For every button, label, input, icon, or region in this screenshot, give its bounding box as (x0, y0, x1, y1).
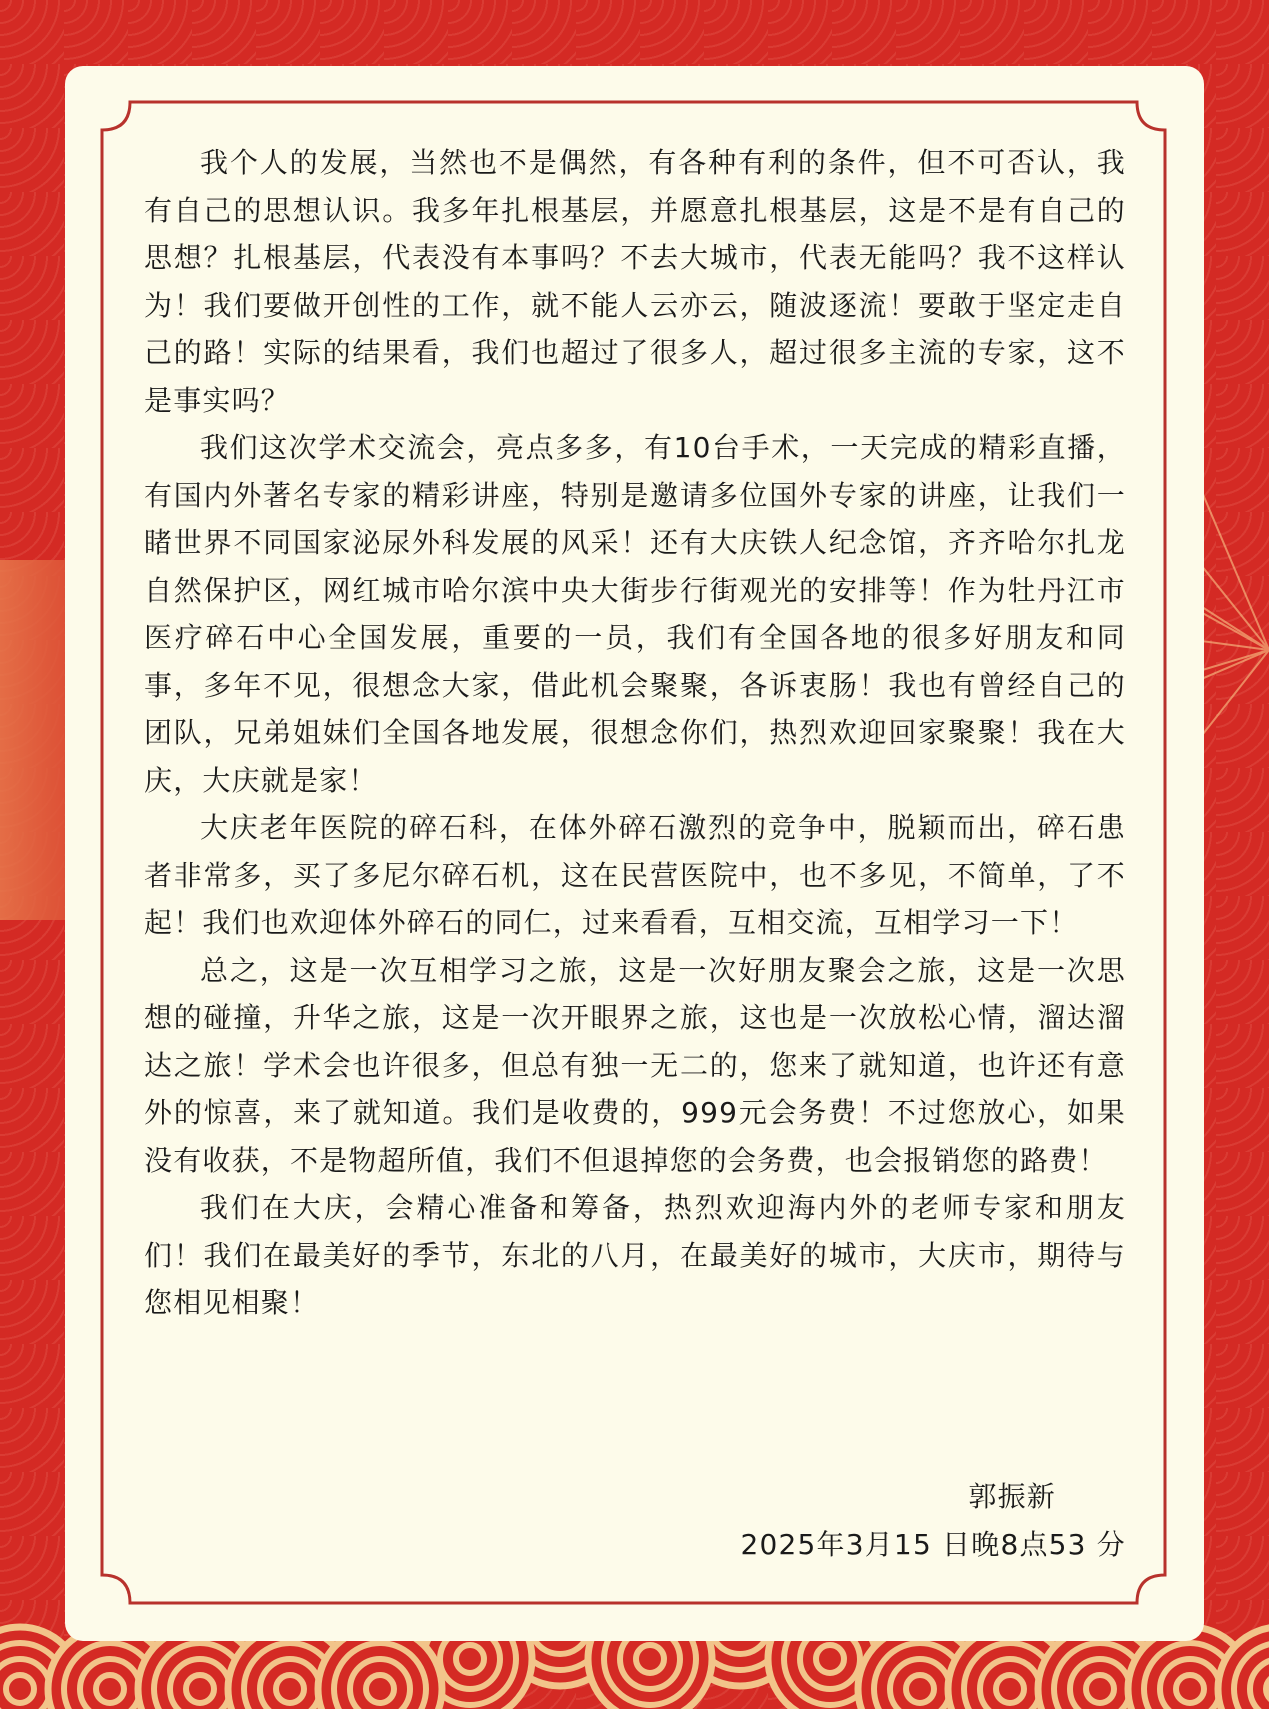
signature-date: 2025年3月15 日晚8点53 分 (740, 1527, 1126, 1561)
paragraph-4: 总之，这是一次互相学习之旅，这是一次好朋友聚会之旅，这是一次思想的碰撞，升华之旅，这是一次开眼界之旅，这也是一次放松心情，溜达溜达之旅！学术会也许很多，但总有独一无二的，您来了就知道，也许还有意外的惊喜，来了就知道。我们是收费的，999元会务费！不过您放心，如果没有收获，不是物超所值，我们不但退掉您的会务费，也会报销您的路费！ (144, 953, 1126, 1177)
letter-body (144, 139, 1126, 1327)
paragraph-1: 我个人的发展，当然也不是偶然，有各种有利的条件，但不可否认，我有自己的思想认识。我多年扎根基层，并愿意扎根基层，这是不是有自己的思想？扎根基层，代表没有本事吗？不去大城市，代表无能吗？我不这样认为！我们要做开创性的工作，就不能人云亦云，随波逐流！要敢于坚定走自己的路！实际的结果看，我们也超过了很多人，超过很多主流的专家，这不是事实吗？ (144, 146, 1126, 417)
signature-name: 郭振新 (968, 1480, 1056, 1513)
paragraph-3: 大庆老年医院的碎石科，在体外碎石激烈的竞争中，脱颖而出，碎石患者非常多，买了多尼尔碎石机，这在民营医院中，也不多见，不简单，了不起！我们也欢迎体外碎石的同仁，过来看看，互相交流，互相学习一下！ (144, 811, 1126, 939)
paragraph-5: 我们在大庆，会精心准备和筹备，热烈欢迎海内外的老师专家和朋友们！我们在最美好的季节，东北的八月，在最美好的城市，大庆市，期待与您相见相聚！ (144, 1191, 1126, 1319)
signature-block (740, 1473, 1126, 1568)
paragraph-2: 我们这次学术交流会，亮点多多，有10台手术，一天完成的精彩直播，有国内外著名专家的精彩讲座，特别是邀请多位国外专家的讲座，让我们一睹世界不同国家泌尿外科发展的风采！还有大庆铁人纪念馆，齐齐哈尔扎龙自然保护区，网红城市哈尔滨中央大街步行街观光的安排等！作为牡丹江市医疗碎石中心全国发展，重要的一员，我们有全国各地的很多好朋友和同事，多年不见，很想念大家，借此机会聚聚，各诉衷肠！我也有曾经自己的团队，兄弟姐妹们全国各地发展，很想念你们，热烈欢迎回家聚聚！我在大庆，大庆就是家！ (144, 431, 1126, 797)
